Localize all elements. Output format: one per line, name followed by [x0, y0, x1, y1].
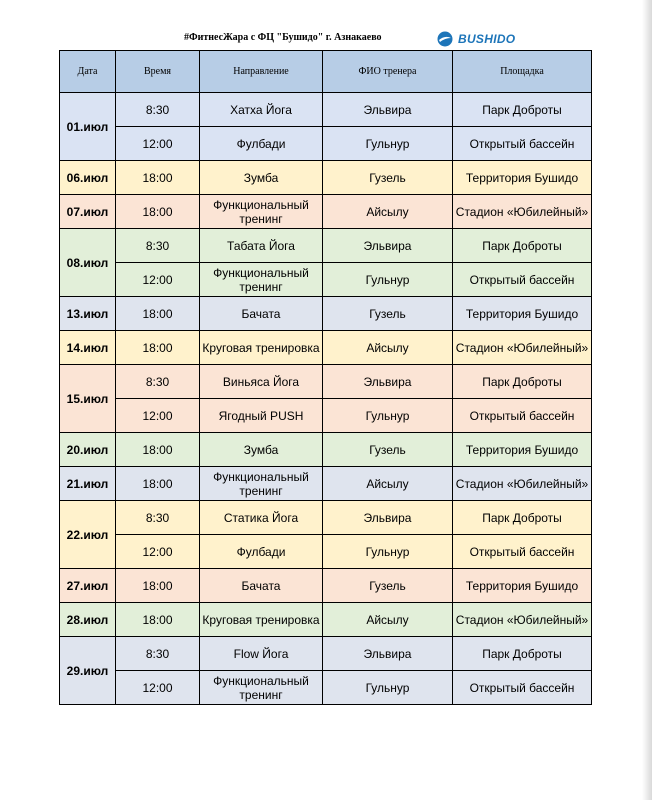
activity-cell: Функциональный тренинг [200, 671, 323, 705]
table-row [60, 127, 592, 161]
column-header-venue: Площадка [453, 51, 592, 93]
trainer-cell: Айсылу [323, 603, 453, 637]
activity-cell: Круговая тренировка [200, 603, 323, 637]
trainer-cell: Гузель [323, 433, 453, 467]
venue-cell: Территория Бушидо [453, 161, 592, 195]
activity-cell: Функциональный тренинг [200, 263, 323, 297]
trainer-cell: Айсылу [323, 467, 453, 501]
time-cell: 12:00 [116, 263, 200, 297]
trainer-cell: Гузель [323, 161, 453, 195]
trainer-cell: Гульнур [323, 399, 453, 433]
time-cell: 8:30 [116, 365, 200, 399]
activity-cell: Бачата [200, 569, 323, 603]
trainer-cell: Эльвира [323, 637, 453, 671]
trainer-cell: Айсылу [323, 195, 453, 229]
schedule-table [59, 50, 592, 705]
time-cell: 12:00 [116, 535, 200, 569]
bushido-logo [437, 30, 515, 48]
activity-cell: Табата Йога [200, 229, 323, 263]
column-header-date: Дата [60, 51, 116, 93]
date-cell: 27.июл [60, 569, 116, 603]
trainer-cell: Эльвира [323, 365, 453, 399]
table-row [60, 365, 592, 399]
venue-cell: Парк Доброты [453, 365, 592, 399]
venue-cell: Открытый бассейн [453, 671, 592, 705]
time-cell: 12:00 [116, 671, 200, 705]
column-header-activity: Направление [200, 51, 323, 93]
venue-cell: Открытый бассейн [453, 127, 592, 161]
venue-cell: Парк Доброты [453, 501, 592, 535]
time-cell: 18:00 [116, 331, 200, 365]
table-row [60, 569, 592, 603]
date-cell: 06.июл [60, 161, 116, 195]
activity-cell: Зумба [200, 433, 323, 467]
page-edge-shadow [642, 0, 652, 800]
document-header [0, 27, 652, 51]
column-header-time: Время [116, 51, 200, 93]
time-cell: 18:00 [116, 297, 200, 331]
bushido-logo-icon [437, 31, 453, 47]
venue-cell: Стадион «Юбилейный» [453, 331, 592, 365]
time-cell: 12:00 [116, 127, 200, 161]
table-row [60, 399, 592, 433]
date-cell: 13.июл [60, 297, 116, 331]
table-row [60, 671, 592, 705]
trainer-cell: Гульнур [323, 535, 453, 569]
date-cell: 21.июл [60, 467, 116, 501]
activity-cell: Flow Йога [200, 637, 323, 671]
document-title: #ФитнесЖара с ФЦ "Бушидо" г. Азнакаево [184, 32, 382, 43]
venue-cell: Парк Доброты [453, 93, 592, 127]
time-cell: 8:30 [116, 501, 200, 535]
time-cell: 8:30 [116, 229, 200, 263]
table-row [60, 195, 592, 229]
trainer-cell: Эльвира [323, 501, 453, 535]
time-cell: 18:00 [116, 161, 200, 195]
column-header-trainer: ФИО тренера [323, 51, 453, 93]
date-cell: 07.июл [60, 195, 116, 229]
venue-cell: Территория Бушидо [453, 433, 592, 467]
trainer-cell: Гульнур [323, 127, 453, 161]
trainer-cell: Гульнур [323, 671, 453, 705]
venue-cell: Парк Доброты [453, 637, 592, 671]
activity-cell: Зумба [200, 161, 323, 195]
table-row [60, 161, 592, 195]
table-row [60, 501, 592, 535]
table-row [60, 535, 592, 569]
time-cell: 18:00 [116, 195, 200, 229]
activity-cell: Круговая тренировка [200, 331, 323, 365]
date-cell: 22.июл [60, 501, 116, 569]
trainer-cell: Айсылу [323, 331, 453, 365]
venue-cell: Открытый бассейн [453, 535, 592, 569]
activity-cell: Функциональный тренинг [200, 195, 323, 229]
date-cell: 15.июл [60, 365, 116, 433]
date-cell: 20.июл [60, 433, 116, 467]
time-cell: 12:00 [116, 399, 200, 433]
activity-cell: Фулбади [200, 535, 323, 569]
table-row [60, 637, 592, 671]
time-cell: 8:30 [116, 637, 200, 671]
activity-cell: Хатха Йога [200, 93, 323, 127]
table-row [60, 603, 592, 637]
table-row [60, 297, 592, 331]
date-cell: 29.июл [60, 637, 116, 705]
table-row [60, 229, 592, 263]
trainer-cell: Гузель [323, 569, 453, 603]
table-header-row [60, 51, 592, 93]
time-cell: 18:00 [116, 467, 200, 501]
trainer-cell: Эльвира [323, 229, 453, 263]
table-row [60, 433, 592, 467]
table-row [60, 93, 592, 127]
venue-cell: Стадион «Юбилейный» [453, 195, 592, 229]
activity-cell: Бачата [200, 297, 323, 331]
venue-cell: Открытый бассейн [453, 263, 592, 297]
time-cell: 18:00 [116, 569, 200, 603]
logo-text: BUSHIDO [458, 32, 516, 46]
venue-cell: Территория Бушидо [453, 569, 592, 603]
activity-cell: Функциональный тренинг [200, 467, 323, 501]
time-cell: 18:00 [116, 603, 200, 637]
table-row [60, 263, 592, 297]
table-row [60, 467, 592, 501]
venue-cell: Стадион «Юбилейный» [453, 467, 592, 501]
activity-cell: Виньяса Йога [200, 365, 323, 399]
date-cell: 28.июл [60, 603, 116, 637]
time-cell: 8:30 [116, 93, 200, 127]
activity-cell: Статика Йога [200, 501, 323, 535]
venue-cell: Стадион «Юбилейный» [453, 603, 592, 637]
venue-cell: Парк Доброты [453, 229, 592, 263]
table-row [60, 331, 592, 365]
activity-cell: Фулбади [200, 127, 323, 161]
trainer-cell: Гузель [323, 297, 453, 331]
date-cell: 08.июл [60, 229, 116, 297]
trainer-cell: Гульнур [323, 263, 453, 297]
date-cell: 01.июл [60, 93, 116, 161]
date-cell: 14.июл [60, 331, 116, 365]
trainer-cell: Эльвира [323, 93, 453, 127]
activity-cell: Ягодный PUSH [200, 399, 323, 433]
venue-cell: Территория Бушидо [453, 297, 592, 331]
time-cell: 18:00 [116, 433, 200, 467]
venue-cell: Открытый бассейн [453, 399, 592, 433]
